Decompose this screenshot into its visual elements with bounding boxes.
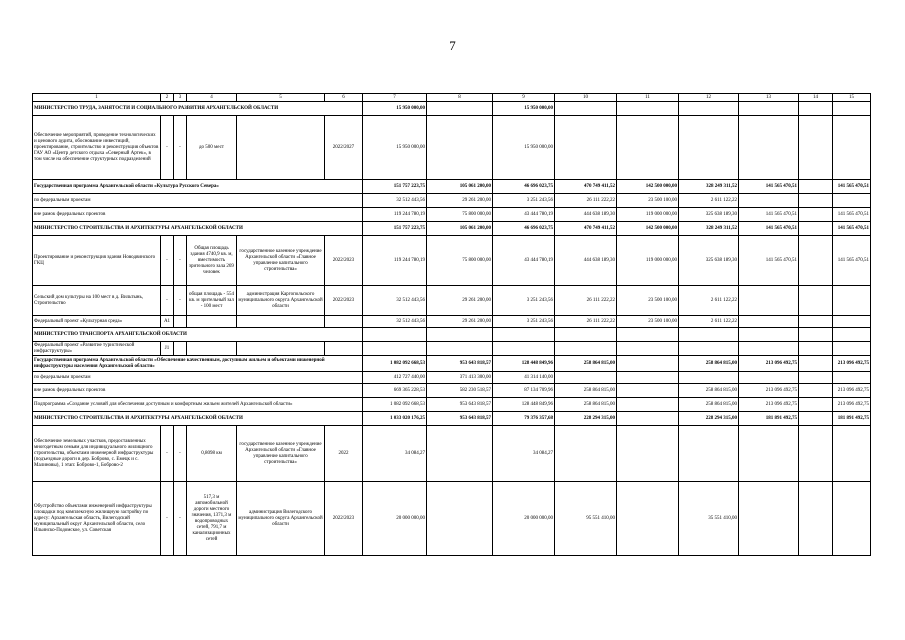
value-cell — [617, 426, 679, 482]
value-cell — [555, 342, 617, 356]
value-cell: 213 096 492,75 — [739, 384, 799, 398]
value-cell — [799, 384, 833, 398]
table-row-item — [33, 482, 871, 556]
value-cell: 2022/2023 — [325, 286, 363, 316]
value-cell — [617, 384, 679, 398]
value-cell — [739, 316, 799, 328]
value-cell — [833, 426, 871, 482]
value-cell — [799, 342, 833, 356]
value-cell — [833, 342, 871, 356]
value-cell: 29 261 200,00 — [427, 316, 493, 328]
value-cell: 328 249 311,52 — [679, 180, 739, 194]
value-cell: 213 096 492,75 — [833, 356, 871, 372]
value-cell — [679, 372, 739, 384]
value-cell — [739, 328, 799, 342]
value-cell: 119 244 780,19 — [363, 236, 427, 286]
header-cell: 11 — [617, 94, 679, 102]
value-cell: 325 638 189,30 — [679, 236, 739, 286]
value-cell — [427, 116, 493, 180]
value-cell — [739, 194, 799, 208]
value-cell: 325 638 189,30 — [679, 208, 739, 222]
value-cell: 412 727 440,00 — [363, 372, 427, 384]
item-name: Обустройство объектами инженерной инфраструктуры площадки под комплексную жилищную застройку по адресу: Архангельская область, Вилегодский муниципальный округ Архангельской области, село Ильинско-Подомское, ул. Советская — [33, 482, 161, 556]
value-cell: 128 448 849,96 — [493, 398, 555, 412]
value-cell: - — [161, 236, 174, 286]
header-cell: 13 — [739, 94, 799, 102]
value-cell: - — [174, 236, 187, 286]
page-number: 7 — [449, 38, 456, 53]
value-cell — [799, 286, 833, 316]
value-cell: 2 611 122,22 — [679, 286, 739, 316]
value-cell — [799, 194, 833, 208]
value-cell — [679, 342, 739, 356]
value-cell: - — [161, 426, 174, 482]
value-cell: государственное казенное учреждение Архангельской области «Главное управление капитального строительства» — [237, 426, 325, 482]
value-cell: 141 565 470,51 — [739, 208, 799, 222]
value-cell: 1 082 092 668,53 — [363, 356, 427, 372]
value-cell — [237, 316, 325, 328]
value-cell: 371 413 300,00 — [427, 372, 493, 384]
value-cell: 328 249 311,52 — [679, 222, 739, 236]
value-cell — [237, 342, 325, 356]
value-cell: 141 565 470,51 — [833, 222, 871, 236]
value-cell: 43 444 780,19 — [493, 208, 555, 222]
value-cell — [833, 102, 871, 116]
value-cell: - — [174, 286, 187, 316]
table-row-item — [33, 286, 871, 316]
header-cell: 5 — [237, 94, 325, 102]
value-cell — [799, 356, 833, 372]
value-cell: 141 565 470,51 — [833, 236, 871, 286]
value-cell: - — [161, 286, 174, 316]
value-cell — [739, 426, 799, 482]
header-cell: 6 — [325, 94, 363, 102]
value-cell — [174, 342, 187, 356]
table-row-sub — [33, 384, 871, 398]
value-cell — [617, 116, 679, 180]
value-cell: 258 864 815,00 — [679, 398, 739, 412]
value-cell: 3 251 243,56 — [493, 194, 555, 208]
value-cell: - — [174, 426, 187, 482]
program-title: Государственная программа Архангельской области «Культура Русского Севера» — [33, 180, 363, 194]
value-cell — [799, 328, 833, 342]
value-cell: 141 565 470,51 — [739, 222, 799, 236]
value-cell: 32 512 443,56 — [363, 194, 427, 208]
header-cell: 10 — [555, 94, 617, 102]
header-cell: 4 — [187, 94, 237, 102]
value-cell — [617, 342, 679, 356]
value-cell — [617, 328, 679, 342]
value-cell: 213 096 492,75 — [833, 398, 871, 412]
item-name: Обеспечение мероприятий, проведение технологических и ценового аудита, обоснование инвестиций, проектирование, строительство и реконструкция объектов ГАУ АО «Центр детского отдыха «Северный Артек», в том числе на обеспечение структурных подразделений — [33, 116, 161, 180]
value-cell — [325, 316, 363, 328]
header-cell: 3 — [174, 94, 187, 102]
value-cell — [555, 102, 617, 116]
value-cell — [679, 102, 739, 116]
subtotal-label: по федеральным проектам — [33, 194, 363, 208]
value-cell — [739, 286, 799, 316]
value-cell — [617, 398, 679, 412]
value-cell: 258 864 815,00 — [555, 356, 617, 372]
value-cell — [174, 316, 187, 328]
value-cell: 669 365 228,53 — [363, 384, 427, 398]
value-cell: 141 565 470,51 — [833, 208, 871, 222]
value-cell: 35 551 410,00 — [679, 482, 739, 556]
value-cell — [799, 426, 833, 482]
value-cell: 15 950 000,00 — [363, 116, 427, 180]
value-cell — [833, 328, 871, 342]
value-cell: 228 294 315,00 — [679, 412, 739, 426]
value-cell — [799, 102, 833, 116]
value-cell — [739, 102, 799, 116]
table-row-note — [33, 342, 871, 356]
value-cell: 34 084,27 — [363, 426, 427, 482]
subtotal-label: вне рамок федеральных проектов — [33, 384, 363, 398]
value-cell: 151 757 223,75 — [363, 222, 427, 236]
value-cell — [617, 412, 679, 426]
value-cell — [833, 482, 871, 556]
section-title: МИНИСТЕРСТВО ТРАНСПОРТА АРХАНГЕЛЬСКОЙ ОБЛАСТИ — [33, 328, 363, 342]
value-cell: - — [161, 116, 174, 180]
value-cell: - — [161, 482, 174, 556]
value-cell — [363, 328, 427, 342]
value-cell — [427, 342, 493, 356]
section-title: МИНИСТЕРСТВО СТРОИТЕЛЬСТВА И АРХИТЕКТУРЫ АРХАНГЕЛЬСКОЙ ОБЛАСТИ — [33, 222, 363, 236]
value-cell — [799, 222, 833, 236]
item-name: Обеспечение земельных участков, предоставленных многодетным семьям для индивидуального жилищного строительства, объектами инженерной инфраструктуры (подъездные дороги в дер. Боброво, с. Емецк и с. Малиновы), 1 этап: Боброво-1, Боброво-2 — [33, 426, 161, 482]
value-cell — [617, 482, 679, 556]
table-row-item — [33, 426, 871, 482]
program-title: Государственная программа Архангельской области «Обеспечение качественным, доступным жильем и объектами инженерной инфраструктуры населения Архангельской области» — [33, 356, 363, 372]
value-cell: 258 864 815,00 — [555, 398, 617, 412]
table-row-sub — [33, 194, 871, 208]
value-cell — [363, 342, 427, 356]
value-cell — [493, 342, 555, 356]
value-cell — [187, 316, 237, 328]
value-cell: 444 638 189,30 — [555, 208, 617, 222]
value-cell: 3 251 243,56 — [493, 316, 555, 328]
value-cell — [427, 426, 493, 482]
table-row-program — [33, 180, 871, 194]
value-cell: 582 230 518,57 — [427, 384, 493, 398]
subtotal-label: Подпрограмма «Создание условий для обеспечения доступным и комфортным жильем жителей Архангельской области» — [33, 398, 363, 412]
value-cell — [739, 372, 799, 384]
value-cell: 119 000 000,00 — [617, 208, 679, 222]
item-name: Федеральный проект «Культурная среда» — [33, 316, 161, 328]
value-cell: государственное казенное учреждение Архангельской области «Главное управление капитального строительства» — [237, 236, 325, 286]
value-cell — [187, 342, 237, 356]
table-row-section — [33, 412, 871, 426]
value-cell — [617, 372, 679, 384]
value-cell — [555, 116, 617, 180]
value-cell: 3 251 243,56 — [493, 286, 555, 316]
value-cell: 20 000 000,00 — [493, 482, 555, 556]
value-cell: 213 096 492,75 — [739, 398, 799, 412]
item-name: Сельский дом культуры на 100 мест в д. Вильтынь, Строительство — [33, 286, 161, 316]
value-cell — [833, 286, 871, 316]
table-row-item — [33, 116, 871, 180]
value-cell: 258 864 815,00 — [555, 384, 617, 398]
table-row-sub — [33, 398, 871, 412]
value-cell: 141 565 470,51 — [739, 236, 799, 286]
value-cell — [833, 116, 871, 180]
value-cell — [799, 372, 833, 384]
value-cell — [833, 372, 871, 384]
value-cell: 26 111 222,22 — [555, 286, 617, 316]
value-cell — [679, 116, 739, 180]
value-cell: А1 — [161, 316, 174, 328]
value-cell — [799, 412, 833, 426]
value-cell: 1 033 020 176,25 — [363, 412, 427, 426]
value-cell: 2 611 122,22 — [679, 316, 739, 328]
value-cell: 151 757 223,75 — [363, 180, 427, 194]
subtotal-label: по федеральным проектам — [33, 372, 363, 384]
value-cell: 470 749 411,52 — [555, 180, 617, 194]
value-cell: Общая площадь здания 4740,9 кв. м, вместимость зрительного зала 269 человек — [187, 236, 237, 286]
value-cell — [833, 194, 871, 208]
value-cell: 20 000 000,00 — [363, 482, 427, 556]
table-row-note — [33, 316, 871, 328]
header-cell: 14 — [799, 94, 833, 102]
header-cell: 2 — [161, 94, 174, 102]
table-row-item — [33, 236, 871, 286]
value-cell — [617, 356, 679, 372]
value-cell: общая площадь - 554 кв. м зрительный зал - 100 мест — [187, 286, 237, 316]
value-cell: 181 891 492,75 — [739, 412, 799, 426]
value-cell — [555, 372, 617, 384]
table-row-sub — [33, 208, 871, 222]
value-cell: J1 — [161, 342, 174, 356]
header-cell: 15 — [833, 94, 871, 102]
value-cell: 141 565 470,51 — [739, 180, 799, 194]
value-cell: до 500 мест — [187, 116, 237, 180]
value-cell: 470 749 411,52 — [555, 222, 617, 236]
value-cell: 258 864 815,00 — [679, 384, 739, 398]
header-cell: 7 — [363, 94, 427, 102]
header-cell: 8 — [427, 94, 493, 102]
value-cell: 23 500 100,00 — [617, 316, 679, 328]
value-cell: администрация Вилегодского муниципального округа Архангельской области — [237, 482, 325, 556]
header-cell: 1 — [33, 94, 161, 102]
value-cell: 15 950 000,00 — [363, 102, 427, 116]
value-cell — [739, 482, 799, 556]
value-cell: 26 111 222,22 — [555, 316, 617, 328]
value-cell — [799, 116, 833, 180]
value-cell — [555, 328, 617, 342]
value-cell: 46 696 023,75 — [493, 222, 555, 236]
table-row-sub — [33, 372, 871, 384]
value-cell: 953 643 818,57 — [427, 356, 493, 372]
item-name: Федеральный проект «Развитие туристической инфраструктуры» — [33, 342, 161, 356]
value-cell — [555, 426, 617, 482]
value-cell: 517,3 м автомобильной дороги местного значения, 1371,3 м водопроводных сетей, 791,7 м канализационных сетей — [187, 482, 237, 556]
value-cell — [325, 342, 363, 356]
value-cell: 34 084,27 — [493, 426, 555, 482]
value-cell: 105 061 200,00 — [427, 222, 493, 236]
value-cell: 23 500 100,00 — [617, 286, 679, 316]
header-cell: 9 — [493, 94, 555, 102]
table-row-section — [33, 222, 871, 236]
table-row-section — [33, 102, 871, 116]
value-cell — [427, 102, 493, 116]
value-cell — [739, 116, 799, 180]
value-cell: 29 261 200,00 — [427, 194, 493, 208]
value-cell: 953 643 818,57 — [427, 398, 493, 412]
value-cell: 15 950 000,00 — [493, 116, 555, 180]
value-cell — [799, 316, 833, 328]
value-cell: администрация Каргопольского муниципального округа Архангельской области — [237, 286, 325, 316]
value-cell — [427, 482, 493, 556]
header-row — [33, 94, 871, 102]
value-cell — [799, 236, 833, 286]
value-cell: 0,8098 км — [187, 426, 237, 482]
value-cell: 41 314 140,00 — [493, 372, 555, 384]
value-cell — [493, 328, 555, 342]
value-cell — [799, 208, 833, 222]
value-cell — [679, 426, 739, 482]
subtotal-label: вне рамок федеральных проектов — [33, 208, 363, 222]
value-cell: 128 448 849,96 — [493, 356, 555, 372]
value-cell — [739, 342, 799, 356]
value-cell: 79 376 357,68 — [493, 412, 555, 426]
section-title: МИНИСТЕРСТВО СТРОИТЕЛЬСТВА И АРХИТЕКТУРЫ АРХАНГЕЛЬСКОЙ ОБЛАСТИ — [33, 412, 363, 426]
value-cell: 953 643 818,57 — [427, 412, 493, 426]
value-cell — [799, 180, 833, 194]
section-title: МИНИСТЕРСТВО ТРУДА, ЗАНЯТОСТИ И СОЦИАЛЬНОГО РАЗВИТИЯ АРХАНГЕЛЬСКОЙ ОБЛАСТИ — [33, 102, 363, 116]
value-cell: 228 294 315,00 — [555, 412, 617, 426]
value-cell — [679, 328, 739, 342]
value-cell: 119 244 780,19 — [363, 208, 427, 222]
value-cell: - — [174, 482, 187, 556]
value-cell: 119 000 000,00 — [617, 236, 679, 286]
value-cell: 2022/2027 — [325, 116, 363, 180]
value-cell: 213 096 492,75 — [833, 384, 871, 398]
value-cell: 26 111 222,22 — [555, 194, 617, 208]
item-name: Проектирование и реконструкция здания Новодвинского ГКЦ — [33, 236, 161, 286]
table-row-section — [33, 328, 871, 342]
value-cell: 75 800 000,00 — [427, 208, 493, 222]
value-cell: 141 565 470,51 — [833, 180, 871, 194]
value-cell: 213 096 492,75 — [739, 356, 799, 372]
value-cell: 142 500 000,00 — [617, 222, 679, 236]
table-row-program — [33, 356, 871, 372]
value-cell: 444 638 189,30 — [555, 236, 617, 286]
value-cell: 2022/2023 — [325, 482, 363, 556]
value-cell: 46 696 023,75 — [493, 180, 555, 194]
value-cell: 2022 — [325, 426, 363, 482]
value-cell: 95 551 410,00 — [555, 482, 617, 556]
value-cell: 258 864 815,00 — [679, 356, 739, 372]
value-cell: 23 500 100,00 — [617, 194, 679, 208]
header-cell: 12 — [679, 94, 739, 102]
value-cell — [799, 398, 833, 412]
value-cell: 142 500 000,00 — [617, 180, 679, 194]
value-cell: 32 512 443,56 — [363, 316, 427, 328]
value-cell — [237, 116, 325, 180]
value-cell: 87 134 709,96 — [493, 384, 555, 398]
value-cell: 2022/2023 — [325, 236, 363, 286]
value-cell — [833, 316, 871, 328]
budget-table — [32, 93, 871, 556]
value-cell: 181 891 492,75 — [833, 412, 871, 426]
value-cell: 43 444 780,19 — [493, 236, 555, 286]
value-cell: 1 082 092 668,53 — [363, 398, 427, 412]
value-cell: 29 261 200,00 — [427, 286, 493, 316]
value-cell: 75 800 000,00 — [427, 236, 493, 286]
value-cell: - — [174, 116, 187, 180]
value-cell: 32 512 443,56 — [363, 286, 427, 316]
value-cell: 2 611 122,22 — [679, 194, 739, 208]
value-cell — [427, 328, 493, 342]
value-cell: 105 061 200,00 — [427, 180, 493, 194]
value-cell — [799, 482, 833, 556]
value-cell: 15 950 000,00 — [493, 102, 555, 116]
value-cell — [617, 102, 679, 116]
